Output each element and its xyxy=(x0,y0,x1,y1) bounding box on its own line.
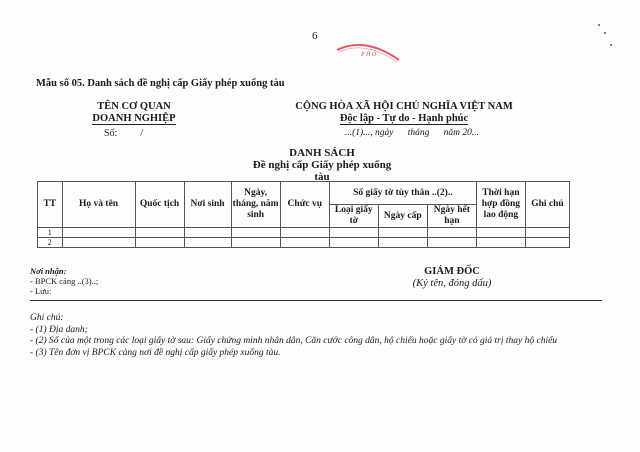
applicant-table xyxy=(37,181,570,248)
header-position: Chức vụ xyxy=(280,182,329,228)
row-tt: 2 xyxy=(38,238,63,248)
signer-block xyxy=(392,266,512,290)
number-separator: / xyxy=(140,128,144,139)
header-issue-date: Ngày cấp xyxy=(378,205,427,228)
header-id-group: Số giấy tờ tùy thân ..(2).. xyxy=(329,182,476,205)
header-dob: Ngày, tháng, năm sinh xyxy=(231,182,280,228)
cell xyxy=(476,228,525,238)
cell xyxy=(280,238,329,248)
header-contract-term: Thời hạn hợp đồng lao động xyxy=(476,182,525,228)
row-tt: 1 xyxy=(38,228,63,238)
cell xyxy=(184,238,231,248)
cell xyxy=(329,228,378,238)
notes-block xyxy=(30,313,610,359)
divider xyxy=(30,300,602,301)
cell xyxy=(476,238,525,248)
header-expiry-date: Ngày hết hạn xyxy=(427,205,476,228)
dateline: ...(1)..., ngày tháng năm 20... xyxy=(344,128,480,138)
header-name: Họ và tên xyxy=(62,182,135,228)
notes-label: Ghi chú: xyxy=(30,313,64,323)
national-motto: Độc lập - Tự do - Hạnh phúc xyxy=(339,113,469,124)
note-item: - (3) Tên đơn vị BPCK cảng nơi đề nghị cấp giấy phép xuống tàu. xyxy=(30,347,281,358)
document-subtitle: Đề nghị cấp Giấy phép xuống tàu xyxy=(252,159,392,183)
recipient-item: - BPCK cảng ..(3)..; xyxy=(30,276,99,286)
cell xyxy=(329,238,378,248)
cell xyxy=(184,228,231,238)
page-number: 6 xyxy=(312,30,318,42)
org-name-line1: TÊN CƠ QUAN xyxy=(97,101,171,112)
cell xyxy=(378,228,427,238)
note-item: - (1) Địa danh; xyxy=(30,324,88,335)
number-label: Số: xyxy=(104,128,118,139)
cell xyxy=(62,228,135,238)
recipients-label: Nơi nhận: xyxy=(30,266,67,276)
header-tt: TT xyxy=(38,182,63,228)
cell xyxy=(62,238,135,248)
red-stamp-mark xyxy=(335,38,405,68)
svg-text:P H Ố: P H Ố xyxy=(361,52,377,58)
header-birthplace: Nơi sinh xyxy=(184,182,231,228)
nation-name: CỘNG HÒA XÃ HỘI CHỦ NGHĨA VIỆT NAM xyxy=(295,101,513,112)
cell xyxy=(135,238,184,248)
cell xyxy=(231,228,280,238)
table-row xyxy=(38,228,570,238)
cell xyxy=(427,238,476,248)
recipient-item: - Lưu: xyxy=(30,286,52,296)
document-title: DANH SÁCH xyxy=(289,147,355,159)
org-name-line2: DOANH NGHIỆP xyxy=(92,113,176,124)
national-header xyxy=(286,101,522,125)
organization-block xyxy=(74,101,194,125)
table-row xyxy=(38,238,570,248)
header-nationality: Quốc tịch xyxy=(135,182,184,228)
form-title: Mẫu số 05. Danh sách đề nghị cấp Giấy phép xuống tàu xyxy=(36,78,285,89)
cell xyxy=(378,238,427,248)
cell xyxy=(280,228,329,238)
cell xyxy=(427,228,476,238)
document-number xyxy=(104,128,143,139)
cell xyxy=(525,228,569,238)
scan-artifact-dots xyxy=(598,24,618,54)
header-id-type: Loại giấy tờ xyxy=(329,205,378,228)
cell xyxy=(135,228,184,238)
signer-title: GIÁM ĐỐC xyxy=(424,266,480,277)
header-notes: Ghi chú xyxy=(525,182,569,228)
note-item: - (2) Số của một trong các loại giấy tờ sau: Giấy chứng minh nhân dân, Căn cước công dân, hộ chiếu hoặc giấy tờ có giá trị thay hộ chiếu xyxy=(30,336,558,346)
signer-instruction: (Ký tên, đóng dấu) xyxy=(412,278,492,289)
cell xyxy=(231,238,280,248)
cell xyxy=(525,238,569,248)
document-heading xyxy=(250,147,394,183)
recipients-block xyxy=(30,266,98,296)
